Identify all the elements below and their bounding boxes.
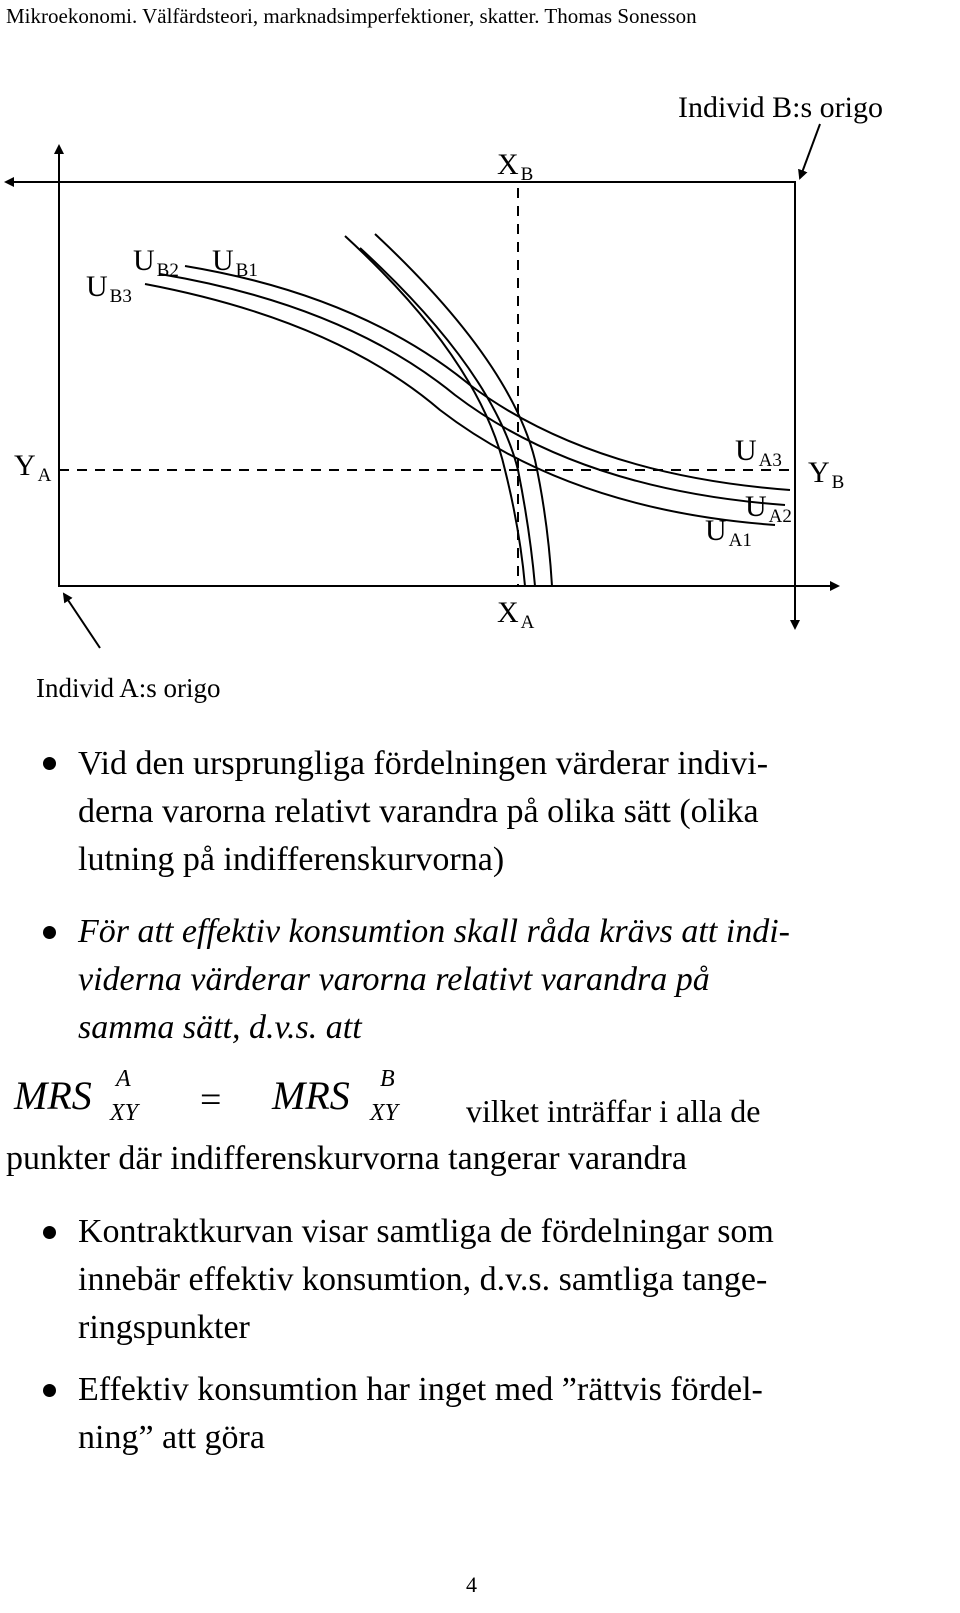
- label-ub3: U $_{B3}$: [86, 270, 132, 307]
- text-line: För att effektiv konsumtion skall råda krävs att indi-: [78, 913, 791, 950]
- equation-continuation-text: punkter där indifferenskurvorna tangerar varandra: [6, 1140, 687, 1177]
- text-line: ning” att göra: [78, 1419, 265, 1456]
- document-header: Mikroekonomi. Välfärdsteori, marknadsimperfektioner, skatter. Thomas Sonesson: [6, 4, 697, 28]
- origin-b-label: Individ B:s origo: [678, 91, 884, 124]
- bullet-paragraph-4: [78, 1366, 763, 1462]
- label-ua2: U $_{A2}$: [745, 490, 792, 527]
- text-line: Effektiv konsumtion har inget med ”rättvis fördel-: [78, 1371, 763, 1408]
- bullet-paragraph-2: [78, 908, 790, 1052]
- equation-equals: =: [200, 1079, 222, 1121]
- bullet-marker: [43, 926, 56, 939]
- indifference-curve-ua2: [360, 248, 535, 586]
- text-line: Vid den ursprungliga fördelningen värderar indivi-: [78, 745, 769, 782]
- label-yb: Y $_B$: [808, 456, 845, 493]
- label-ua1: U $_{A1}$: [705, 514, 752, 551]
- box-outline: [59, 182, 795, 586]
- indifference-curve-ub3: [145, 284, 775, 525]
- indifference-curve-ub1: [185, 266, 790, 490]
- indifference-curve-ua1: [345, 236, 525, 586]
- equation-lhs-superscript: A: [116, 1066, 131, 1092]
- label-ua3: U $_{A3}$: [735, 434, 782, 471]
- page-number: 4: [466, 1572, 477, 1597]
- text-line: derna varorna relativt varandra på olika sätt (olika: [78, 793, 759, 830]
- bullet-paragraph-1: [78, 740, 768, 884]
- label-ub2: U $_{B2}$: [133, 244, 179, 281]
- origin-a-label: Individ A:s origo: [36, 673, 221, 703]
- equation-lhs: MRS: [14, 1073, 92, 1118]
- label-ub1: U $_{B1}$: [212, 244, 258, 281]
- bullet-paragraph-3: [78, 1208, 774, 1352]
- text-line: ringspunkter: [78, 1309, 250, 1346]
- label-xb: X $_B$: [497, 148, 534, 185]
- equation-rhs-subscript: XY: [370, 1100, 399, 1126]
- text-line: viderna värderar varorna relativt varandra på: [78, 961, 710, 998]
- text-line: Kontraktkurvan visar samtliga de fördelningar som: [78, 1213, 774, 1250]
- equation-tail-text: vilket inträffar i alla de: [466, 1093, 761, 1129]
- equation-rhs-superscript: B: [380, 1066, 395, 1092]
- bullet-marker: [43, 1226, 56, 1239]
- indifference-curve-ua3: [375, 234, 552, 586]
- equation-rhs: MRS: [272, 1073, 350, 1118]
- text-line: lutning på indifferenskurvorna): [78, 841, 505, 878]
- origin-b-pointer: [800, 124, 820, 178]
- text-line: innebär effektiv konsumtion, d.v.s. samtliga tange-: [78, 1261, 768, 1298]
- bullet-marker: [43, 757, 56, 770]
- bullet-marker: [43, 1384, 56, 1397]
- label-xa: X $_A$: [497, 596, 535, 633]
- origin-a-pointer: [64, 594, 100, 648]
- label-ya: Y $_A$: [14, 449, 52, 486]
- equation-lhs-subscript: XY: [110, 1100, 139, 1126]
- edgeworth-box-diagram: [0, 0, 960, 720]
- text-line: samma sätt, d.v.s. att: [78, 1009, 362, 1046]
